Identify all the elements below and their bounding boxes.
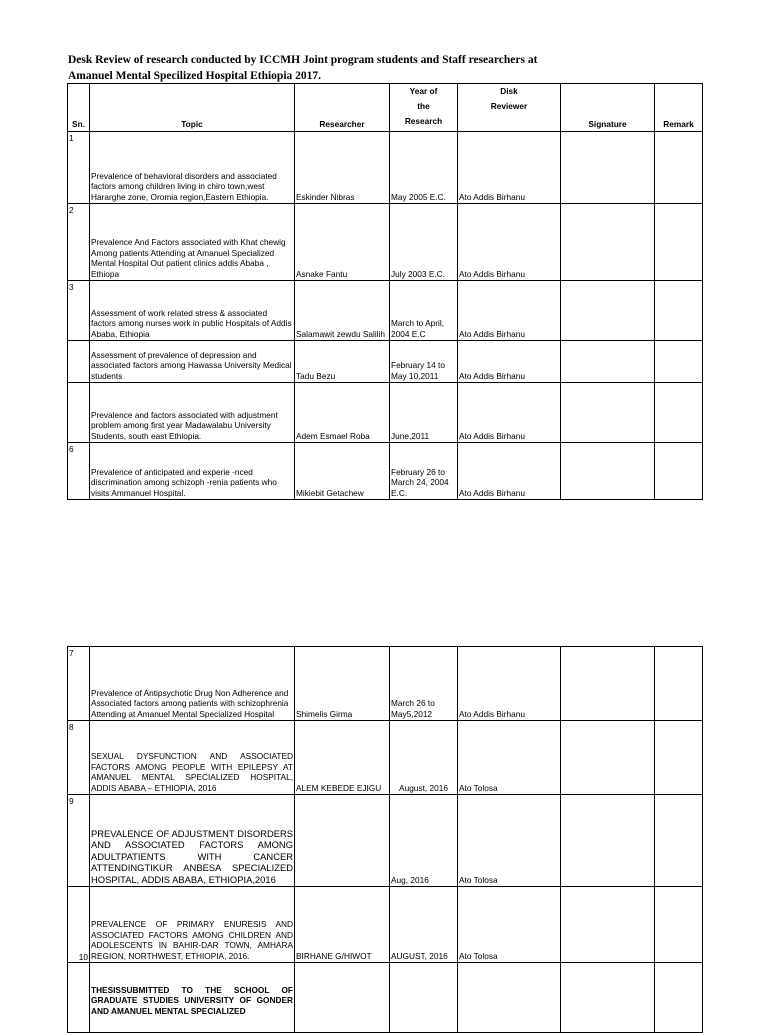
cell-remark: [655, 341, 703, 383]
cell-reviewer: Ato Tolosa: [458, 795, 561, 887]
cell-signature: [561, 341, 655, 383]
cell-researcher: Shimelis Girma: [295, 647, 390, 721]
cell-year: July 2003 E.C.: [390, 204, 458, 281]
table-row: [68, 647, 703, 721]
cell-year: February 14 to May 10,2011: [390, 341, 458, 383]
cell-year: March to April, 2004 E.C: [390, 281, 458, 341]
cell-reviewer: Ato Addis Birhanu: [458, 204, 561, 281]
cell-topic: Prevalence and factors associated with adjustment problem among first year Madawalabu University Students, south east Ethiopia.: [90, 383, 295, 443]
cell-topic: SEXUAL DYSFUNCTION AND ASSOCIATED FACTORS AMONG PEOPLE WITH EPILEPSY AT AMANUEL MENTAL SPECIALIZED HOSPITAL, ADDIS ABABA – ETHIOPIA, 2016: [90, 721, 295, 795]
cell-reviewer: Ato Addis Birhanu: [458, 443, 561, 500]
cell-sn: [68, 383, 90, 443]
cell-topic: Assessment of prevalence of depression and associated factors among Hawassa University Medical students: [90, 341, 295, 383]
cell-sn: 2: [68, 204, 90, 281]
cell-signature: [561, 721, 655, 795]
header-year-line-3: Research: [404, 116, 443, 126]
cell-reviewer: Ato Tolosa: [458, 887, 561, 963]
table-row: [68, 281, 703, 341]
cell-reviewer: Ato Addis Birhanu: [458, 281, 561, 341]
header-topic: Topic: [90, 84, 295, 132]
cell-year: [390, 963, 458, 1033]
cell-reviewer: Ato Addis Birhanu: [458, 132, 561, 204]
cell-researcher: Eskinder Nibras: [295, 132, 390, 204]
cell-researcher: Adem Esmael Roba: [295, 383, 390, 443]
cell-topic: PREVALENCE OF ADJUSTMENT DISORDERS AND ASSOCIATED FACTORS AMONG ADULTPATIENTS WITH CANCER ATTENDINGTIKUR ANBESA SPECIALIZED HOSPITAL, ADDIS ABABA, ETHIOPIA,2016: [90, 795, 295, 887]
header-year-line-2: the: [417, 101, 430, 111]
document-title: [68, 52, 708, 84]
cell-remark: [655, 963, 703, 1033]
cell-remark: [655, 721, 703, 795]
table-row: [68, 443, 703, 500]
cell-topic: PREVALENCE OF PRIMARY ENURESIS AND ASSOCIATED FACTORS AMONG CHILDREN AND ADOLESCENTS IN BAHIR-DAR TOWN, AMHARA REGION, NORTHWEST, ETHIOPIA, 2016.: [90, 887, 295, 963]
header-signature: Signature: [561, 84, 655, 132]
header-reviewer-line-1: Disk: [500, 86, 518, 96]
title-line-1: Desk Review of research conducted by ICCMH Joint program students and Staff researchers at: [68, 54, 538, 66]
cell-sn: 10: [68, 887, 90, 963]
cell-topic: Prevalence of Antipsychotic Drug Non Adherence and Associated factors among patients with schizophrenia Attending at Amanuel Mental Specialized Hospital: [90, 647, 295, 721]
cell-year: May 2005 E.C.: [390, 132, 458, 204]
cell-remark: [655, 204, 703, 281]
header-sn: Sn.: [68, 84, 90, 132]
cell-topic: Assessment of work related stress & associated factors among nurses work in public Hospitals of Addis Ababa, Ethiopia: [90, 281, 295, 341]
cell-year: June,2011: [390, 383, 458, 443]
cell-year: August, 2016: [390, 721, 458, 795]
header-year: [390, 84, 458, 132]
cell-year: AUGUST, 2016: [390, 887, 458, 963]
cell-sn: 1: [68, 132, 90, 204]
header-researcher: Researcher: [295, 84, 390, 132]
cell-signature: [561, 132, 655, 204]
cell-signature: [561, 204, 655, 281]
cell-topic: Prevalence of anticipated and experie -nced discrimination among schizoph -renia patients who visits Ammanuel Hospital.: [90, 443, 295, 500]
cell-remark: [655, 887, 703, 963]
cell-year: Aug, 2016: [390, 795, 458, 887]
cell-remark: [655, 647, 703, 721]
cell-sn: 7: [68, 647, 90, 721]
header-reviewer: [458, 84, 561, 132]
table-header-row: [68, 84, 703, 132]
table-row: [68, 204, 703, 281]
cell-topic: Prevalence of behavioral disorders and associated factors among children living in chiro town,west Hararghe zone, Oromia region,Eastern Ethiopia.: [90, 132, 295, 204]
cell-sn: 9: [68, 795, 90, 887]
table-row: [68, 795, 703, 887]
research-table-page-2: [67, 646, 703, 1033]
cell-sn: [68, 341, 90, 383]
cell-signature: [561, 887, 655, 963]
header-reviewer-line-2: Reviewer: [490, 101, 528, 111]
cell-researcher: [295, 963, 390, 1033]
table-row: [68, 721, 703, 795]
cell-signature: [561, 383, 655, 443]
cell-remark: [655, 281, 703, 341]
cell-sn: 6: [68, 443, 90, 500]
cell-researcher: [295, 795, 390, 887]
cell-researcher: BIRHANE G/HIWOT: [295, 887, 390, 963]
cell-remark: [655, 132, 703, 204]
table-row: [68, 383, 703, 443]
cell-signature: [561, 647, 655, 721]
cell-researcher: ALEM KEBEDE EJIGU: [295, 721, 390, 795]
cell-reviewer: Ato Addis Birhanu: [458, 647, 561, 721]
cell-remark: [655, 795, 703, 887]
cell-remark: [655, 383, 703, 443]
cell-sn: 8: [68, 721, 90, 795]
cell-signature: [561, 281, 655, 341]
header-year-line-1: Year of: [409, 86, 438, 96]
table-row: [68, 341, 703, 383]
title-line-2: Amanuel Mental Specilized Hospital Ethiopia 2017.: [68, 70, 322, 82]
cell-signature: [561, 443, 655, 500]
cell-reviewer: Ato Addis Birhanu: [458, 383, 561, 443]
cell-remark: [655, 443, 703, 500]
cell-topic: THESISSUBMITTED TO THE SCHOOL OF GRADUATE STUDIES UNIVERSITY OF GONDER AND AMANUEL MENTAL SPECIALIZED: [90, 963, 295, 1033]
cell-year: March 26 to May5,2012: [390, 647, 458, 721]
cell-researcher: Mikiebit Getachew: [295, 443, 390, 500]
cell-topic: Prevalence And Factors associated with Khat chewig Among patients Attending at Amanuel Specialized Mental Hospital Out patient clinics addis Ababa , Ethiopa: [90, 204, 295, 281]
table-row: [68, 887, 703, 963]
cell-reviewer: Ato Addis Birhanu: [458, 341, 561, 383]
cell-researcher: Asnake Fantu: [295, 204, 390, 281]
cell-researcher: Salamawit zewdu Salilih: [295, 281, 390, 341]
header-remark: Remark: [655, 84, 703, 132]
cell-signature: [561, 795, 655, 887]
cell-sn: [68, 963, 90, 1033]
cell-year: February 26 to March 24, 2004 E.C.: [390, 443, 458, 500]
cell-reviewer: Ato Tolosa: [458, 721, 561, 795]
cell-sn: 3: [68, 281, 90, 341]
research-table-page-1: [67, 83, 703, 500]
cell-researcher: Tadu Bezu: [295, 341, 390, 383]
cell-reviewer: [458, 963, 561, 1033]
table-row: [68, 132, 703, 204]
cell-signature: [561, 963, 655, 1033]
table-row: [68, 963, 703, 1033]
